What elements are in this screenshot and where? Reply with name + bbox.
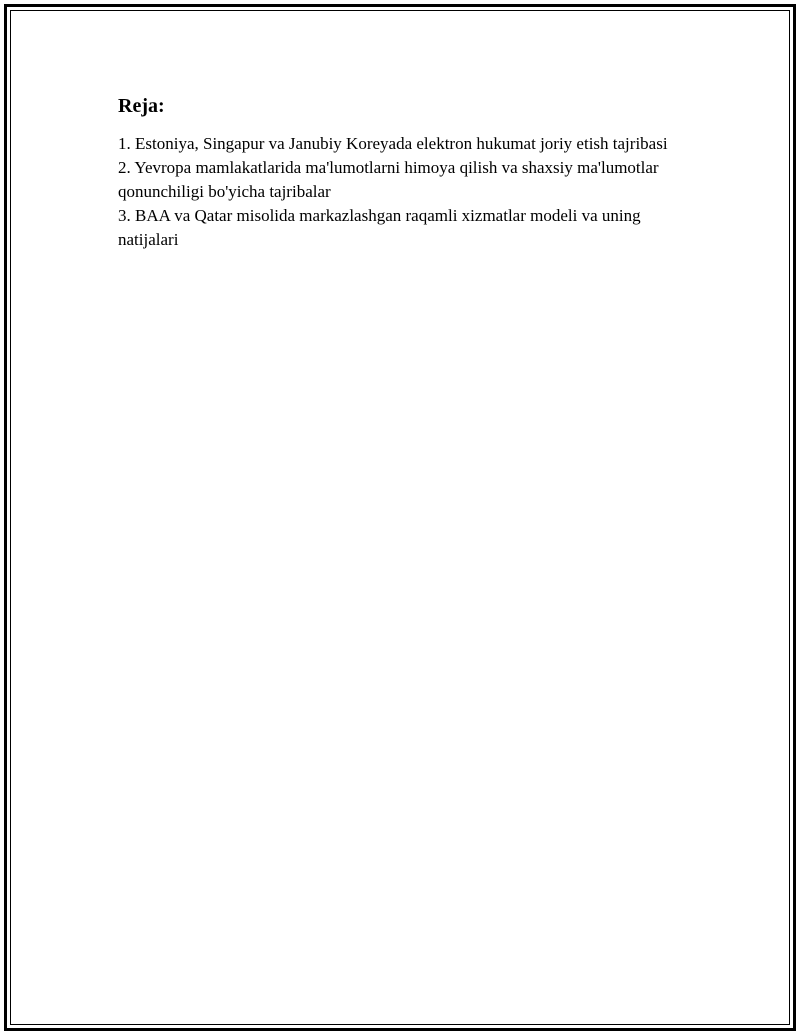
plan-list (118, 132, 698, 252)
list-item: 3. BAA va Qatar misolida markazlashgan raqamli xizmatlar modeli va uning natijalari (118, 206, 641, 249)
document-content (118, 92, 698, 252)
page-title: Reja: (118, 95, 165, 117)
list-item: 2. Yevropa mamlakatlarida ma'lumotlarni himoya qilish va shaxsiy ma'lumotlar qonunchiligi bo'yicha tajribalar (118, 158, 659, 201)
list-item: 1. Estoniya, Singapur va Janubiy Koreyada elektron hukumat joriy etish tajribasi (118, 134, 668, 153)
